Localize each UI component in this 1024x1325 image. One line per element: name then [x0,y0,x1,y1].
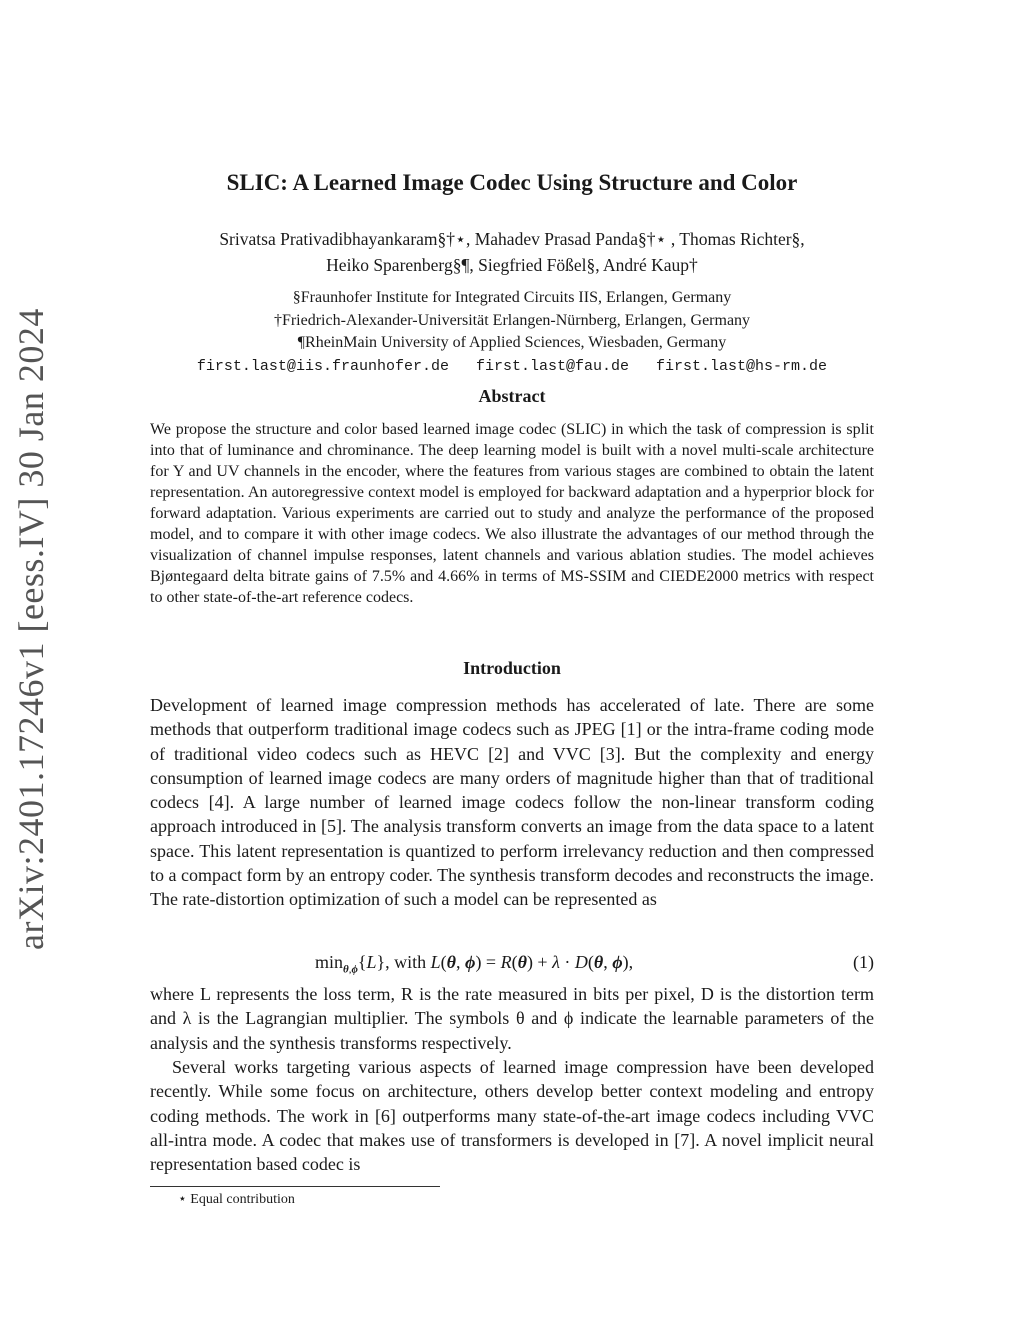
paper-title: SLIC: A Learned Image Codec Using Structure and Color [226,170,798,195]
intro-paragraph-3: Several works targeting various aspects of learned image compression have been developed recently. While some focus on architecture, others develop better context modeling and entropy coding methods. The work in [6] outperforms many state-of-the-art image codecs including VVC all-intra mode. A codec that makes use of transformers is developed in [7]. A novel implicit neural representation based codec is [150,1057,874,1175]
abstract-text: We propose the structure and color based learned image codec (SLIC) in which the task of compression is split into that of luminance and chrominance. The deep learning model is built with a novel multi-scale architecture for Y and UV channels in the encoder, where the features from various stages are combined to obtain the latent representation. An autoregressive context model is employed for backward adaptation and a hyperprior block for forward adaptation. Various experiments are carried out to study and analyze the performance of the proposed model, and to compare it with other image codecs. We also illustrate the advantages of our method through the visualization of channel impulse responses, latent channels and various ablation studies. The model achieves Bjøntegaard delta bitrate gains of 7.5% and 4.66% in terms of MS-SSIM and CIEDE2000 metrics with respect to other state-of-the-art reference codecs. [150,421,874,606]
author-line-2: Heiko Sparenberg§¶, Siegfried Fößel§, André Kaup† [326,255,698,275]
footnote-equal-contribution: ⋆ Equal contribution [178,1192,295,1207]
abstract-heading: Abstract [478,386,546,406]
email-fraunhofer: first.last@iis.fraunhofer.de [196,358,449,375]
intro-paragraph-1: Development of learned image compression methods has accelerated of late. There are some methods that outperform traditional image codecs such as JPEG [1] or the intra-frame coding mode of traditional video codecs such as HEVC [2] and VVC [3]. But the complexity and energy consumption of learned image codecs are many orders of magnitude higher than that of traditional codecs [4]. A large number of learned image codecs follow the non-linear transform coding approach introduced in [5]. The analysis transform converts an image from the data space to a latent space. This latent representation is quantized to perform irrelevancy reduction and then compressed to a compact form by an entropy coder. The synthesis transform decodes and reconstructs the image. The rate-distortion optimization of such a model can be represented as [150,695,874,910]
email-fau: first.last@fau.de [475,358,630,375]
email-hsrm: first.last@hs-rm.de [656,358,828,375]
affiliations [120,287,904,355]
affiliation-fau: †Friedrich-Alexander-Universität Erlangen-Nürnberg, Erlangen, Germany [273,311,751,329]
author-line-1: Srivatsa Prativadibhayankaram§†⋆, Mahadev Prasad Panda§†⋆ , Thomas Richter§, [219,229,805,249]
intro-paragraph-2: where L represents the loss term, R is the rate measured in bits per pixel, D is the distortion term and λ is the Lagrangian multiplier. The symbols θ and ϕ indicate the learnable parameters of the analysis and the synthesis transforms respectively. [150,984,874,1053]
email-list [0,358,1024,375]
introduction-heading: Introduction [463,658,561,678]
equation-1 [150,952,874,978]
affiliation-rheinmain: ¶RheinMain University of Applied Sciences, Wiesbaden, Germany [297,334,727,351]
author-list [140,226,884,278]
footnote-divider [150,1186,440,1187]
affiliation-fraunhofer: §Fraunhofer Institute for Integrated Circuits IIS, Erlangen, Germany [292,289,732,306]
arxiv-identifier: arXiv:2401.17246v1 [eess.IV] 30 Jan 2024 [11,308,51,950]
rate-distortion-equation: $\min_{\theta,\phi}\{L\}$, with L(θ, ϕ) = R(θ) + λ · D(θ, ϕ), [315,952,634,976]
equation-number: (1) [853,952,874,972]
